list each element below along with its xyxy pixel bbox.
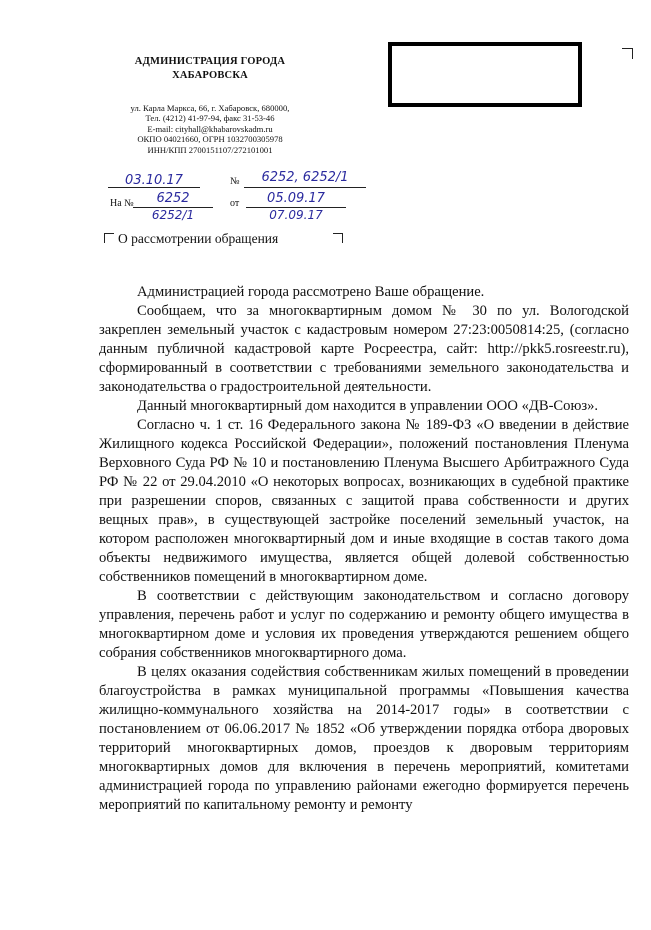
- outgoing-date-handwritten: 03.10.17: [125, 173, 183, 188]
- body-paragraph-3: Данный многоквартирный дом находится в управлении ООО «ДВ-Союз».: [137, 398, 599, 414]
- reply-number-handwritten: 6252: [156, 191, 190, 206]
- contact-address: ул. Карла Маркса, 66, г. Хабаровск, 680000,: [130, 103, 290, 113]
- letter-subject: О рассмотрении обращения: [118, 231, 279, 246]
- reply-number-field: [133, 189, 213, 207]
- body-paragraph-1: Администрацией города рассмотрено Ваше обращение.: [137, 284, 485, 300]
- outgoing-number-handwritten: 6252, 6252/1: [261, 170, 349, 185]
- contact-inn: ИНН/КПП 2700151107/272101001: [147, 144, 273, 155]
- subject-corner-left: [104, 233, 114, 243]
- subject-corner-right: [333, 233, 343, 243]
- org-name-line1: АДМИНИСТРАЦИЯ ГОРОДА: [134, 56, 286, 67]
- org-name-line2: ХАБАРОВСКА: [172, 70, 248, 81]
- in-reply-label: На №: [110, 198, 134, 209]
- body-paragraph-4: Согласно ч. 1 ст. 16 Федерального закона № 189-ФЗ «О введении в действие Жилищного кодекса Российской Федерации», положений постановления Пленума Верховного Суда РФ № 10 и постановлению Пленума Высшего Арбитражного Суда РФ № 22 от 29.04.2010 «О некоторых вопросах, возникающих в судебной практике при разрешении споров, связанных с защитой права собственности и других вещных прав», в существующей застройке поселений земельный участок, на котором расположен многоквартирный дом и иные входящие в состав такого дома объекты недвижимого имущества, является общей долевой собственностью собственников помещений в многоквартирном доме.: [99, 417, 629, 585]
- letter-body: [99, 283, 629, 815]
- outgoing-number-line: [244, 187, 366, 188]
- outgoing-date-line: [108, 187, 200, 188]
- body-paragraph-5: В соответствии с действующим законодательством и согласно договору управления, перечень работ и услуг по содержанию и ремонту общего имущества в многоквартирном доме и условия их проведения утверждаются решением общего собрания собственников многоквартирного дома.: [99, 588, 629, 661]
- body-paragraph-2: Сообщаем, что за многоквартирным домом № 30 по ул. Вологодской закреплен земельный участок с кадастровым номером 27:23:0050814:25, (согласно данным публичной кадастровой карте Росреестра, сайт: http://pkk5.rosreestr.ru), сформированный в соответствии с требованиями земельного законодательства и законодательства о градостроительной деятельности.: [99, 303, 629, 395]
- from-label: от: [230, 198, 240, 209]
- reply-date-handwritten-2: 07.09.17: [269, 208, 323, 222]
- addressee-corner-mark: [622, 48, 633, 59]
- contact-okpo: ОКПО 04021660, ОГРН 1032700305978: [137, 134, 283, 145]
- reply-date-handwritten: 05.09.17: [267, 191, 325, 206]
- reply-number-handwritten-2: 6252/1: [151, 208, 195, 222]
- outgoing-number-label: №: [230, 176, 240, 187]
- addressee-redacted-box: [388, 42, 582, 107]
- outgoing-number-field: [246, 168, 364, 186]
- organization-name: [110, 55, 310, 83]
- reply-number-field-2: [133, 206, 213, 224]
- reply-date-field: [246, 189, 346, 207]
- body-paragraph-6: В целях оказания содействия собственникам жилых помещений в проведении благоустройства в рамках муниципальной программы «Повышения качества жилищно-коммунального хозяйства на 2014-2017 годы» в соответствии с постановлением от 06.06.2017 № 1852 «Об утверждении порядка отбора дворовых территорий многоквартирных домов, проездов к дворовым территориям многоквартирных домов для включения в перечень мероприятий, комитетами администрацией города по управлению районами ежегодно формируется перечень мероприятий по капитальному ремонту и ремонту: [99, 664, 629, 813]
- contact-email: E-mail: cityhall@khabarovskadm.ru: [147, 123, 273, 134]
- reply-date-field-2: [246, 206, 346, 224]
- organization-contacts: [105, 103, 315, 155]
- contact-phone: Тел. (4212) 41-97-94, факс 31-53-46: [145, 113, 275, 124]
